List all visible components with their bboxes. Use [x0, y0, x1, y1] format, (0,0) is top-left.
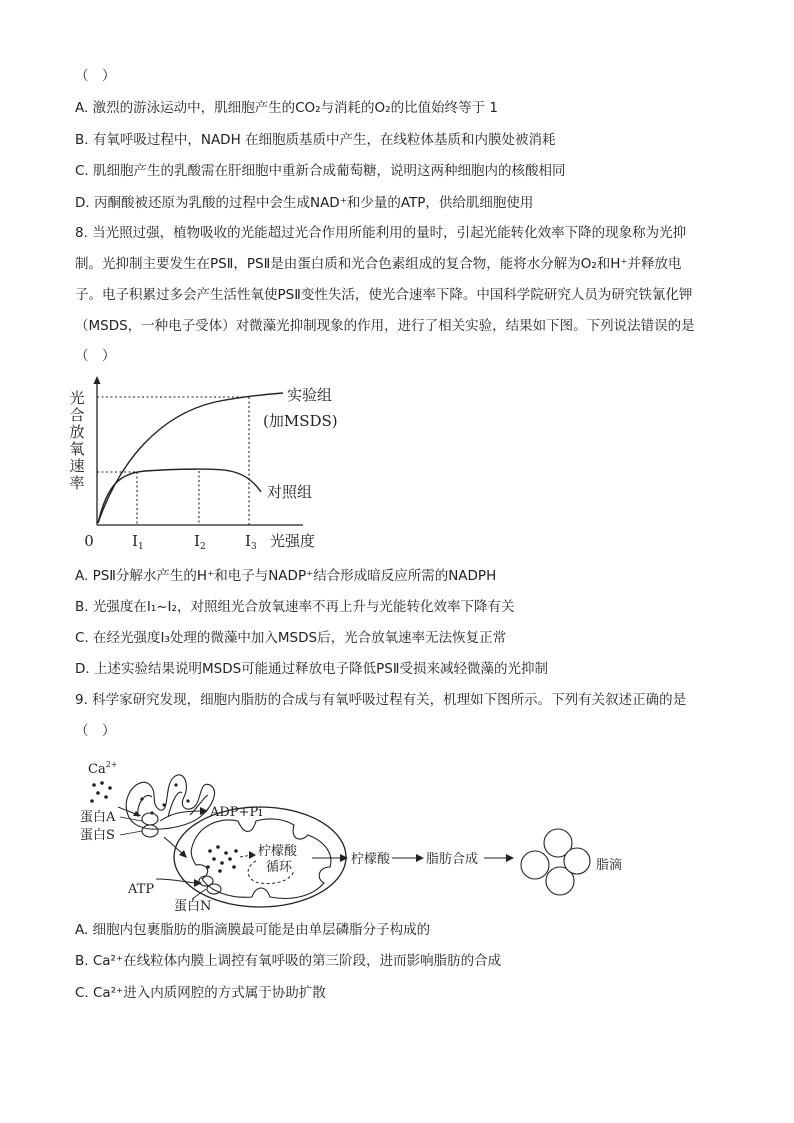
adp-pi-label: ADP+Pi	[210, 805, 263, 820]
protein-n-label: 蛋白N	[174, 899, 212, 914]
calcium-ions-matrix	[206, 845, 238, 873]
calcium-ions-er	[140, 783, 189, 814]
svg-text:光合放氧速率: 光合放氧速率	[69, 389, 85, 492]
x-tick-i1	[132, 532, 144, 552]
q9-option-a: A. 细胞内包裹脂肪的脂滴膜最可能是由单层磷脂分子构成的	[75, 922, 431, 938]
q8-option-c: C. 在经光强度I₃处理的微藻中加入MSDS后，光合放氧速率无法恢复正常	[75, 630, 507, 646]
q9-option-b: B. Ca²⁺在线粒体内膜上调控有氧呼吸的第三阶段，进而影响脂肪的合成	[75, 953, 502, 969]
series-label-experimental: 实验组	[287, 386, 333, 404]
leader-line	[192, 889, 206, 899]
svg-text:I3: $I_3$	[245, 532, 257, 552]
tca-cycle-label-2: 循环	[266, 860, 293, 875]
q8-stem-line-2: 制。光抑制主要发生在PSⅡ，PSⅡ是由蛋白质和光合色素组成的复合物，能将水分解为O₂和H⁺并释放电	[75, 256, 682, 272]
series-line-control	[98, 469, 261, 523]
q8-stem-line-4: （MSDS，一种电子受体）对微藻光抑制现象的作用，进行了相关实验，结果如下图。下列说法错误的是	[75, 318, 695, 334]
q9-option-c: C. Ca²⁺进入内质网腔的方式属于协助扩散	[75, 985, 326, 1001]
q9-answer-bracket: （ ）	[75, 723, 116, 739]
protein-a-transporter	[142, 813, 158, 837]
ca-label: $Ca^{2+}$	[88, 760, 118, 777]
calcium-ions-cytosol	[90, 781, 112, 803]
y-axis-arrow	[94, 376, 101, 384]
q8-option-d: D. 上述实验结果说明MSDS可能通过释放电子降低PSⅡ受损来减轻微藻的光抑制	[75, 661, 549, 677]
arrowhead	[340, 854, 348, 862]
q9-stem: 9. 科学家研究发现，细胞内脂肪的合成与有氧呼吸过程有关，机理如下图所示。下列有关叙述正确的是	[75, 692, 687, 708]
fat-synthesis-label: 脂肪合成	[426, 852, 479, 867]
protein-s-label: 蛋白S	[80, 828, 115, 843]
q8-stem-line-1: 8. 当光照过强，植物吸收的光能超过光合作用所能利用的量时，引起光能转化效率下降的现象称为光抑	[75, 225, 687, 241]
q8-stem-line-3: 子。电子积累过多会产生活性氧使PSⅡ变性失活，使光合速率下降。中国科学院研究人员为研究铁氰化钾	[75, 287, 693, 303]
x-tick-i2	[194, 532, 206, 552]
q7-option-a: A. 激烈的游泳运动中，肌细胞产生的CO₂与消耗的O₂的比值始终等于 1	[75, 100, 498, 116]
photoinhibition-chart	[65, 375, 365, 555]
citrate-label: 柠檬酸	[351, 852, 391, 867]
atp-label: ATP	[128, 882, 155, 897]
q7-option-c: C. 肌细胞产生的乳酸需在肝细胞中重新合成葡萄糖，说明这两种细胞内的核酸相同	[75, 163, 566, 179]
q7-option-b: B. 有氧呼吸过程中，NADH 在细胞质基质中产生，在线粒体基质和内膜处被消耗	[75, 132, 556, 148]
chart-ylabel	[69, 389, 84, 492]
q8-answer-bracket: （ ）	[75, 348, 116, 364]
svg-text:I2: $I_2$	[194, 532, 206, 552]
lipid-droplets	[521, 829, 590, 895]
arrowhead	[249, 851, 256, 859]
protein-a-label: 蛋白A	[80, 810, 116, 825]
series-line-experimental	[98, 393, 283, 523]
arrowhead	[416, 854, 424, 862]
arrowhead	[194, 879, 202, 887]
q8-option-a: A. PSⅡ分解水产生的H⁺和电子与NADP⁺结合形成暗反应所需的NADPH	[75, 568, 497, 584]
x-tick-i3	[245, 532, 257, 552]
origin-label: 0	[84, 532, 94, 550]
svg-text:I1: $I_1$	[132, 532, 144, 552]
chart-xlabel: 光强度	[270, 532, 316, 550]
leader-line	[120, 831, 142, 835]
q7-answer-bracket: （ ）	[75, 68, 116, 84]
series-label-experimental-note: (加MSDS)	[263, 412, 338, 430]
lipid-synthesis-diagram	[80, 755, 640, 915]
q7-option-d: D. 丙酮酸被还原为乳酸的过程中会生成NAD⁺和少量的ATP，供给肌细胞使用	[75, 195, 534, 211]
q8-option-b: B. 光强度在I₁~I₂，对照组光合放氧速率不再上升与光能转化效率下降有关	[75, 599, 515, 615]
arrow-atp-to-protein-n	[156, 879, 198, 883]
tca-cycle-label-1: 柠檬酸	[258, 844, 298, 859]
arrowhead	[506, 854, 514, 862]
series-label-control: 对照组	[267, 483, 313, 501]
lipid-droplet-label: 脂滴	[596, 858, 623, 873]
